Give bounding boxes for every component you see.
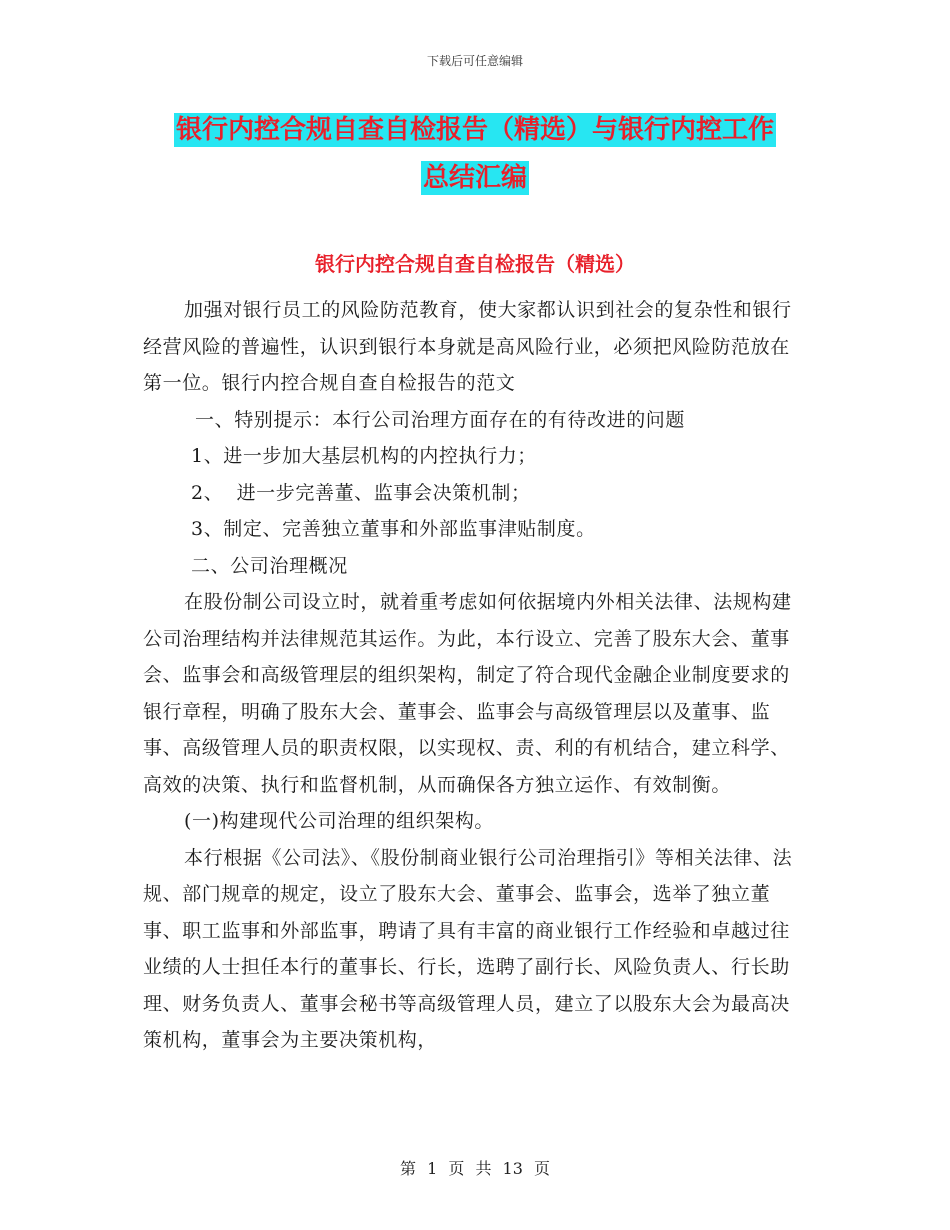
paragraph-item-3: 3、制定、完善独立董事和外部监事津贴制度。 [191, 518, 596, 540]
header-note: 下载后可任意编辑 [426, 54, 523, 68]
paragraph-intro: 加强对银行员工的风险防范教育，使大家都认识到社会的复杂性和银行经营风险的普遍性，认识到银行本身就是高风险行业，必须把风险防范放在第一位。银行内控合规自查自检报告的范文 [143, 299, 792, 394]
main-title-line2: 总结汇编 [422, 163, 527, 193]
paragraph-governance: 在股份制公司设立时，就着重考虑如何依据境内外相关法律、法规构建公司治理结构并法律规范其运作。为此，本行设立、完善了股东大会、董事会、监事会和高级管理层的组织架构，制定了符合现代金融企业制度要求的银行章程，明确了股东大会、董事会、监事会与高级管理层以及董事、监事、高级管理人员的职责权限，以实现权、责、利的有机结合，建立科学、高效的决策、执行和监督机制，从而确保各方独立运作、有效制衡。 [143, 591, 792, 796]
document-body [143, 292, 803, 1059]
main-title [0, 106, 950, 202]
paragraph-item-2: 2、 进一步完善董、监事会决策机制； [191, 481, 531, 504]
paragraph-structure: 本行根据《公司法》、《股份制商业银行公司治理指引》等相关法律、法规、部门规章的规定，设立了股东大会、董事会、监事会，选举了独立董事、职工监事和外部监事，聘请了具有丰富的商业银行工作经验和卓越过往业绩的人士担任本行的董事长、行长，选聘了副行长、风险负责人、行长助理、财务负责人、董事会秘书等高级管理人员，建立了以股东大会为最高决策机构，董事会为主要决策机构， [143, 846, 793, 1051]
main-title-line1: 银行内控合规自查自检报告（精选）与银行内控工作 [175, 115, 774, 145]
page-footer: 第 1 页 共 13 页 [400, 1159, 550, 1178]
paragraph-heading-1: 一、特别提示：本行公司治理方面存在的有待改进的问题 [195, 408, 686, 431]
paragraph-subheading-1: (一)构建现代公司治理的组织架构。 [184, 810, 495, 832]
paragraph-item-1: 1、进一步加大基层机构的内控执行力； [191, 445, 537, 467]
paragraph-heading-2: 二、公司治理概况 [191, 554, 348, 577]
section-title: 银行内控合规自查自检报告（精选） [315, 252, 635, 276]
